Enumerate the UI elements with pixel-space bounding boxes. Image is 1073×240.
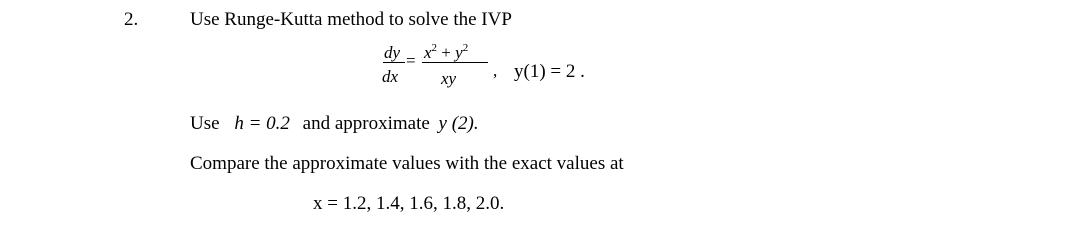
problem-number: 2.: [124, 9, 139, 30]
rhs-y-exponent: 2: [462, 42, 469, 54]
step-size-line: [190, 114, 479, 133]
approximation-target: y (2).: [438, 113, 479, 134]
compare-line: Compare the approximate values with the exact values at: [190, 153, 624, 174]
equals-sign: =: [406, 51, 416, 70]
equation-separator: ,: [493, 61, 498, 80]
rhs-y: y: [455, 43, 463, 62]
problem-intro: Use Runge-Kutta method to solve the IVP: [190, 9, 512, 30]
step-and-approximate: and approximate: [302, 113, 430, 134]
rhs-numerator: [424, 44, 468, 61]
derivative-denominator: dx: [382, 67, 399, 86]
step-use-word: Use: [190, 113, 220, 134]
step-size-expression: h = 0.2: [234, 113, 290, 134]
rhs-x: x: [424, 43, 432, 62]
evaluation-points: x = 1.2, 1.4, 1.6, 1.8, 2.0.: [313, 193, 505, 214]
rhs-fraction-bar: [422, 62, 488, 63]
rhs-x-exponent: 2: [431, 42, 438, 54]
rhs-denominator: xy: [441, 69, 457, 88]
derivative-numerator: dy: [384, 43, 401, 62]
rhs-plus: +: [437, 43, 456, 62]
initial-condition: y(1) = 2 .: [514, 61, 585, 82]
derivative-fraction-bar: [383, 62, 405, 63]
